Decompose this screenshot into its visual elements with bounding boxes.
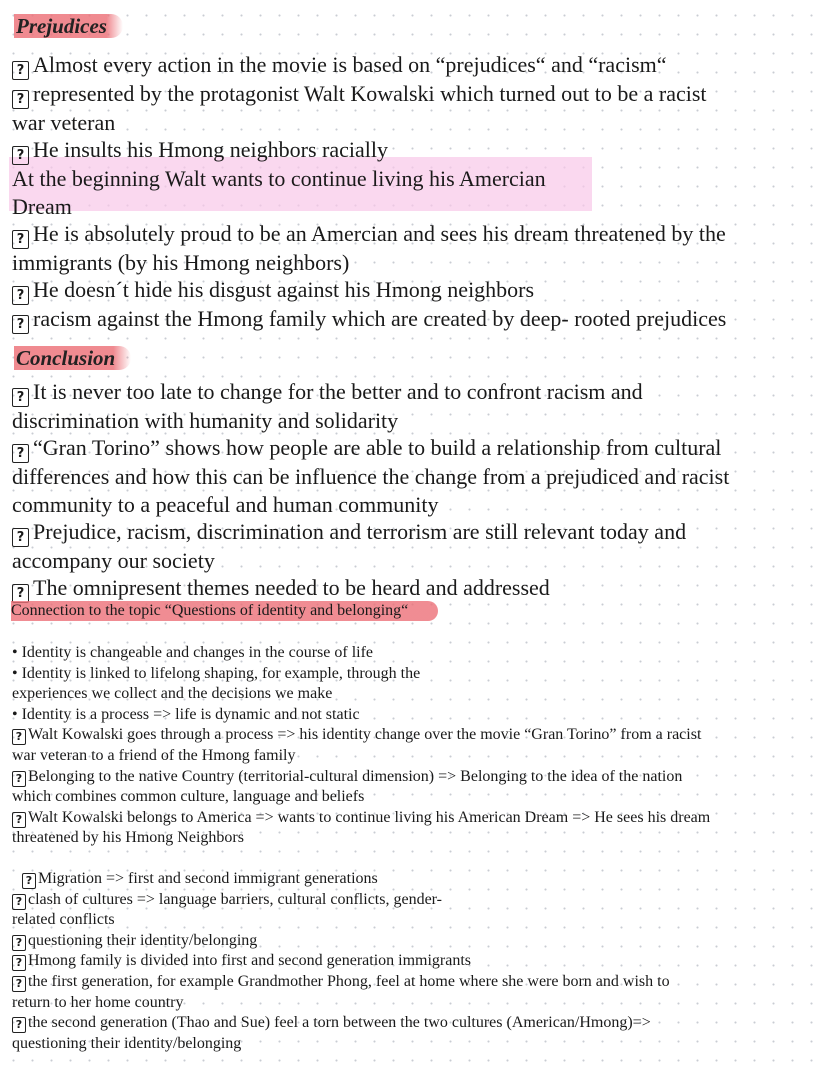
- line-text: clash of cultures => language barriers, cultural conflicts, gender-: [28, 890, 443, 908]
- line-text: Walt Kowalski belongs to America => wants to continue living his American Dream => He sees his dream: [28, 808, 711, 826]
- line-text: differences and how this can be influence the change from a prejudiced and racist: [12, 464, 730, 490]
- text-line: [12, 746, 812, 767]
- text-line: [12, 890, 812, 911]
- conclusion-list: [12, 378, 812, 603]
- unknown-glyph-icon: ?: [12, 812, 26, 828]
- line-text: Dream: [12, 193, 72, 219]
- text-line: [12, 407, 812, 434]
- unknown-glyph-icon: ?: [12, 729, 26, 745]
- line-text: immigrants (by his Hmong neighbors): [12, 249, 350, 275]
- text-line: [12, 828, 812, 849]
- unknown-glyph-icon: ?: [22, 873, 36, 889]
- unknown-glyph-icon: ?: [12, 286, 29, 305]
- text-line: [12, 910, 812, 931]
- text-line: [12, 951, 812, 972]
- text-line: [12, 767, 812, 788]
- text-line: [12, 434, 812, 463]
- text-line: [12, 1013, 812, 1034]
- line-text: racism against the Hmong family which are created by deep- rooted prejudices: [33, 306, 727, 332]
- line-text: questioning their identity/belonging: [12, 1034, 242, 1052]
- line-text: accompany our society: [12, 547, 215, 573]
- text-line: [12, 931, 812, 952]
- line-text: questioning their identity/belonging: [28, 931, 258, 949]
- text-line: [12, 276, 812, 305]
- line-text: Belonging to the native Country (territorial-cultural dimension) => Belonging to the idea of the nation: [28, 767, 683, 785]
- text-line: [12, 787, 812, 808]
- unknown-glyph-icon: ?: [12, 230, 29, 249]
- line-text: war veteran to a friend of the Hmong family: [12, 746, 296, 764]
- conclusion-heading: Conclusion: [14, 346, 131, 370]
- unknown-glyph-icon: ?: [12, 90, 29, 109]
- text-line: [12, 993, 812, 1014]
- unknown-glyph-icon: ?: [12, 771, 26, 787]
- text-line: [12, 249, 812, 276]
- line-text: discrimination with humanity and solidarity: [12, 408, 399, 433]
- text-line: [12, 1034, 812, 1055]
- line-text: The omnipresent themes needed to be heard and addressed: [33, 575, 550, 601]
- text-line: [12, 664, 812, 685]
- text-line: [12, 684, 812, 705]
- identity-list: [12, 643, 812, 849]
- unknown-glyph-icon: ?: [12, 955, 26, 971]
- line-text: community to a peaceful and human community: [12, 491, 439, 517]
- text-line: [12, 220, 812, 249]
- line-text: It is never too late to change for the better and to confront racism and: [33, 379, 643, 404]
- text-line: [12, 574, 812, 603]
- text-line: [12, 491, 812, 518]
- line-text: Prejudice, racism, discrimination and terrorism are still relevant today and: [33, 518, 687, 544]
- text-line: [12, 463, 812, 490]
- line-text: Hmong family is divided into first and second generation immigrants: [28, 952, 472, 970]
- line-text: • Identity is a process => life is dynamic and not static: [12, 705, 360, 723]
- unknown-glyph-icon: ?: [12, 61, 29, 80]
- text-line: [12, 547, 812, 574]
- text-line: [12, 518, 812, 547]
- line-text: Walt Kowalski goes through a process => his identity change over the movie “Gran Torino” from a racist: [28, 726, 702, 744]
- text-line: [12, 136, 812, 165]
- connection-heading: Connection to the topic “Questions of identity and belonging“: [11, 601, 438, 621]
- unknown-glyph-icon: ?: [12, 935, 26, 951]
- line-text: return to her home country: [12, 993, 184, 1011]
- text-line: [12, 51, 812, 80]
- unknown-glyph-icon: ?: [12, 315, 29, 334]
- unknown-glyph-icon: ?: [12, 976, 26, 992]
- text-line: [12, 705, 812, 726]
- line-text: experiences we collect and the decisions we make: [12, 685, 333, 703]
- line-text: war veteran: [12, 110, 116, 135]
- line-text: At the beginning Walt wants to continue living his Amercian: [12, 166, 546, 192]
- text-line: [12, 80, 812, 109]
- prejudices-list: [12, 51, 812, 334]
- unknown-glyph-icon: ?: [12, 388, 29, 407]
- line-text: He insults his Hmong neighbors racially: [33, 137, 389, 163]
- line-text: threatened by his Hmong Neighbors: [12, 829, 244, 847]
- unknown-glyph-icon: ?: [12, 1017, 26, 1033]
- text-line: [12, 165, 812, 192]
- line-text: which combines common culture, language and beliefs: [12, 788, 365, 806]
- line-text: the first generation, for example Grandmother Phong, feel at home where she were born and wish to: [28, 972, 670, 990]
- line-text: He doesn´t hide his disgust against his Hmong neighbors: [33, 277, 535, 303]
- text-line: [12, 972, 812, 993]
- line-text: • Identity is changeable and changes in the course of life: [12, 644, 374, 661]
- text-line: [12, 643, 812, 664]
- line-text: Almost every action in the movie is based on “prejudices“ and “racism“: [33, 52, 667, 77]
- text-line: [12, 305, 812, 334]
- text-line: [12, 109, 812, 136]
- line-text: represented by the protagonist Walt Kowalski which turned out to be a racist: [33, 81, 707, 106]
- line-text: the second generation (Thao and Sue) feel a torn between the two cultures (American/Hmong)=>: [28, 1014, 651, 1032]
- text-line: [12, 193, 812, 220]
- unknown-glyph-icon: ?: [12, 444, 29, 463]
- text-line: [12, 869, 812, 890]
- unknown-glyph-icon: ?: [12, 584, 29, 603]
- text-line: [12, 808, 812, 829]
- line-text: He is absolutely proud to be an Amercian and sees his dream threatened by the: [33, 220, 726, 246]
- migration-list: [12, 869, 812, 1054]
- unknown-glyph-icon: ?: [12, 894, 26, 910]
- line-text: related conflicts: [12, 911, 115, 929]
- text-line: [12, 725, 812, 746]
- unknown-glyph-icon: ?: [12, 146, 29, 165]
- unknown-glyph-icon: ?: [12, 528, 29, 547]
- prejudices-heading: Prejudices: [14, 14, 123, 38]
- text-line: [12, 378, 812, 407]
- line-text: • Identity is linked to lifelong shaping, for example, through the: [12, 664, 421, 682]
- line-text: Migration => first and second immigrant generations: [38, 870, 378, 887]
- line-text: “Gran Torino” shows how people are able to build a relationship from cultural: [33, 435, 722, 461]
